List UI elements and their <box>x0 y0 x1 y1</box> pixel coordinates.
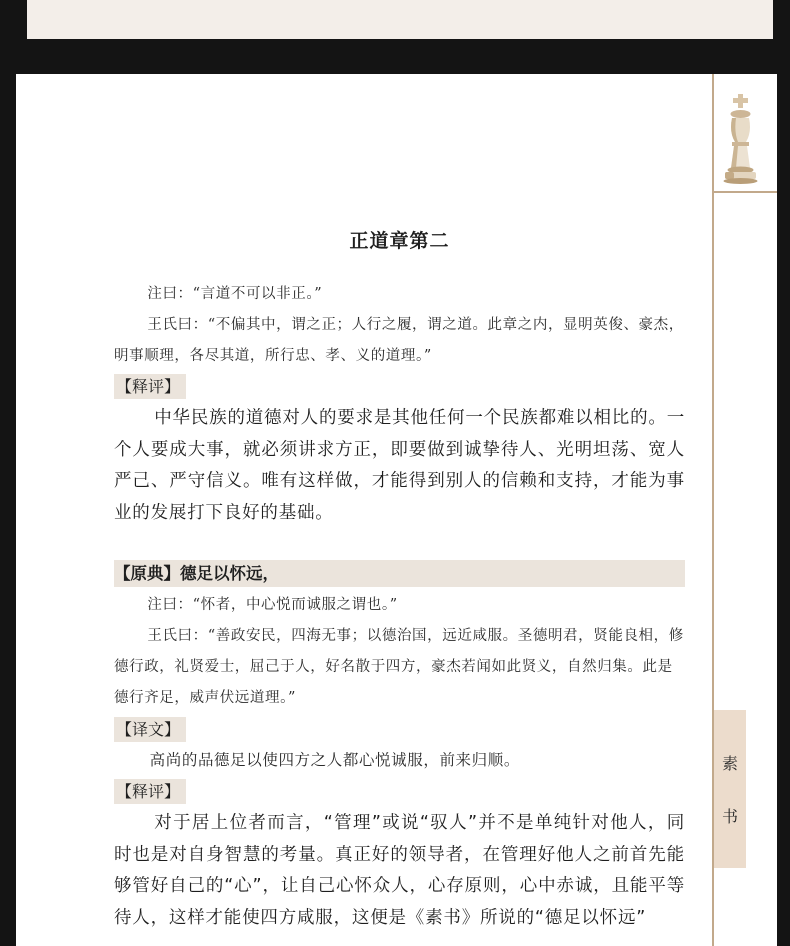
book-page <box>16 74 777 946</box>
original-tag: 【原典】 <box>114 564 180 583</box>
side-tab-char-2: 书 <box>721 807 738 826</box>
comment-label-2: 【释评】 <box>114 779 186 804</box>
comment-text-1: 中华民族的道德对人的要求是其他任何一个民族都难以相比的。一个人要成大事，就必须讲求方正，即要做到诚挚待人、光明坦荡、宽人严己、严守信义。唯有这样做，才能得到别人的信赖和支持，才能为事业的发展打下良好的基础。 <box>114 408 685 523</box>
note-wang-2: 王氏曰：“善政安民，四海无事；以德治国，远近咸服。圣德明君，贤能良相，修德行政，礼贤爱士，屈己于人，好名散于四方，豪杰若闻如此贤义，自然归集。此是德行齐足，威声伏远道理。” <box>114 628 684 706</box>
original-text: 德足以怀远， <box>180 564 279 583</box>
side-horizontal-rule <box>712 191 777 193</box>
comment-label-1: 【释评】 <box>114 374 186 399</box>
translation-text: 高尚的品德足以使四方之人都心悦诚服，前来归顺。 <box>149 751 520 769</box>
chess-king-icon <box>719 92 763 190</box>
note-zhu-2: 注曰：“怀者，中心悦而诚服之谓也。” <box>147 597 398 613</box>
top-page-strip <box>27 0 773 39</box>
translation-label: 【译文】 <box>114 717 186 742</box>
note-wang-1: 王氏曰：“不偏其中，谓之正；人行之履，谓之道。此章之内，显明英俊、豪杰，明事顺理，各尽其道，所行忠、孝、义的道理。” <box>114 317 684 364</box>
side-tab-char-1: 素 <box>721 754 738 773</box>
comment-text-2: 对于居上位者而言，“管理”或说“驭人”并不是单纯针对他人，同时也是对自身智慧的考量。真正好的领导者，在管理好他人之前首先能够管好自己的“心”，让自己心怀众人，心存原则，心中赤诚，且能平等待人，这样才能使四方咸服，这便是《素书》所说的“德足以怀远” <box>114 813 685 928</box>
side-tab-sushu[interactable] <box>714 710 746 868</box>
original-text-banner <box>114 560 685 587</box>
chapter-title: 正道章第二 <box>349 230 450 252</box>
note-zhu-1: 注曰：“言道不可以非正。” <box>147 286 323 302</box>
